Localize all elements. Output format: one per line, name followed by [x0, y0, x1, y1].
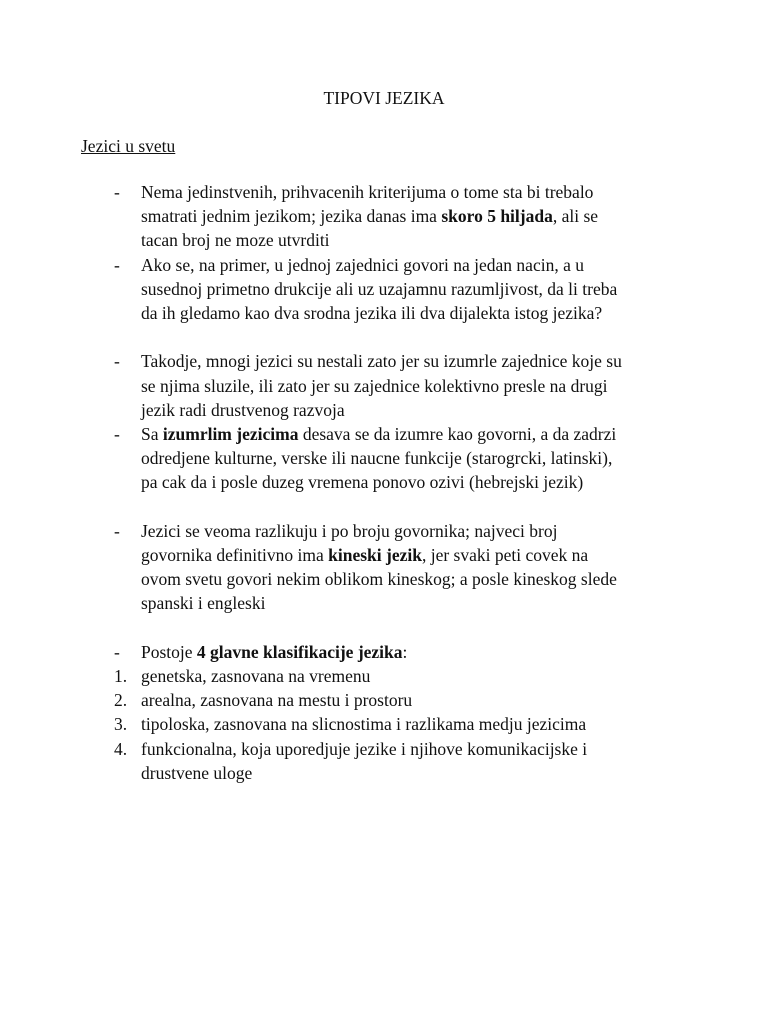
numbered-list-item — [0, 712, 768, 736]
text-line — [141, 470, 681, 494]
text-line — [141, 253, 681, 277]
list-item-text — [141, 180, 681, 253]
list-item-text — [141, 253, 681, 326]
text-run: jezik radi drustvenog razvoja — [141, 399, 345, 420]
bullet-list-item — [0, 253, 768, 326]
text-run: smatrati jednim jezikom; jezika danas ima — [141, 206, 442, 227]
bullet-list-item — [0, 519, 768, 616]
text-run: , ali se — [552, 206, 599, 227]
list-item-text — [141, 712, 681, 736]
bullet-list-item — [0, 422, 768, 495]
list-item-text — [141, 349, 681, 422]
text-line — [141, 446, 681, 470]
text-run: susednoj primetno drukcije ali uz uzajamnu razumljivost, da li treba — [141, 278, 618, 299]
list-item-text — [141, 640, 681, 664]
text-line — [141, 180, 681, 204]
text-run: drustvene uloge — [141, 762, 253, 783]
bold-phrase: 4 glavne klasifikacije jezika — [196, 641, 403, 662]
bold-phrase: kineski jezik — [328, 545, 422, 566]
bullet-dash: - — [114, 182, 120, 202]
bold-phrase: izumrlim jezicima — [162, 424, 299, 445]
list-number: 3. — [114, 714, 128, 735]
bullet-dash: - — [114, 520, 120, 541]
text-line — [141, 204, 681, 228]
text-run: odredjene kulturne, verske ili naucne funkcije (starogrcki, latinski), — [141, 448, 613, 469]
list-number: 2. — [114, 690, 128, 711]
text-run: Sa — [141, 424, 163, 445]
bullet-list-item — [0, 640, 768, 664]
text-run: Jezici se veoma razlikuju i po broju govornika; najveci broj — [141, 520, 558, 541]
numbered-list-item — [0, 688, 768, 712]
text-run: se njima sluzile, ili zato jer su zajednice kolektivno presle na drugi — [141, 375, 608, 396]
text-run: tipoloska, zasnovana na slicnostima i razlikama medju jezicima — [141, 714, 587, 735]
text-line — [141, 640, 681, 664]
text-line — [141, 277, 681, 301]
text-line — [141, 519, 681, 543]
text-line — [141, 374, 681, 398]
text-line — [141, 591, 681, 615]
text-run: tacan broj ne moze utvrditi — [141, 230, 330, 251]
text-line — [141, 712, 681, 736]
list-number: 4. — [114, 738, 128, 759]
text-line — [141, 228, 681, 252]
text-run: , jer svaki peti covek na — [421, 545, 589, 566]
text-run: : — [402, 641, 408, 662]
bullet-list-item — [0, 180, 768, 253]
paragraph-gap — [0, 325, 768, 349]
text-run: da ih gledamo kao dva srodna jezika ili dva dijalekta istog jezika? — [141, 303, 603, 324]
text-run: desava se da izumre kao govorni, a da zadrzi — [298, 424, 617, 445]
paragraph-gap — [0, 616, 768, 640]
text-run: genetska, zasnovana na vremenu — [141, 666, 371, 687]
text-run: ovom svetu govori nekim oblikom kineskog; a posle kineskog slede — [141, 569, 617, 590]
text-line — [141, 688, 681, 712]
text-run: Postoje — [141, 641, 197, 662]
list-item-text — [141, 737, 681, 785]
text-line — [141, 664, 681, 688]
text-run: spanski i engleski — [141, 593, 266, 614]
text-line — [141, 737, 681, 761]
list-item-text — [141, 519, 681, 616]
text-line — [141, 301, 681, 325]
list-number: 1. — [114, 666, 128, 687]
text-line — [141, 567, 681, 591]
bullet-dash: - — [114, 424, 120, 445]
text-run: pa cak da i posle duzeg vremena ponovo ozivi (hebrejski jezik) — [141, 472, 584, 493]
text-run: Takodje, mnogi jezici su nestali zato jer su izumrle zajednice koje su — [141, 351, 622, 372]
text-line — [141, 543, 681, 567]
document-body — [0, 180, 768, 785]
bold-phrase: skoro 5 hiljada — [441, 206, 553, 227]
section-heading: Jezici u svetu — [81, 136, 176, 156]
bullet-dash: - — [114, 351, 120, 372]
text-run: funkcionalna, koja uporedjuje jezike i njihove komunikacijske i — [141, 738, 588, 759]
bullet-dash: - — [114, 641, 120, 662]
text-run: arealna, zasnovana na mestu i prostoru — [141, 690, 413, 711]
numbered-list-item — [0, 664, 768, 688]
bullet-list-item — [0, 349, 768, 422]
text-line — [141, 422, 681, 446]
text-line — [141, 761, 681, 785]
document-title: TIPOVI JEZIKA — [323, 88, 445, 108]
list-item-text — [141, 664, 681, 688]
list-item-text — [141, 422, 681, 495]
bullet-dash: - — [114, 254, 120, 275]
text-run: Nema jedinstvenih, prihvacenih kriterijuma o tome sta bi trebalo — [141, 182, 594, 202]
text-run: govornika definitivno ima — [141, 545, 329, 566]
text-line — [141, 398, 681, 422]
text-line — [141, 349, 681, 373]
numbered-list-item — [0, 737, 768, 785]
text-run: Ako se, na primer, u jednoj zajednici govori na jedan nacin, a u — [141, 254, 584, 275]
list-item-text — [141, 688, 681, 712]
paragraph-gap — [0, 495, 768, 519]
